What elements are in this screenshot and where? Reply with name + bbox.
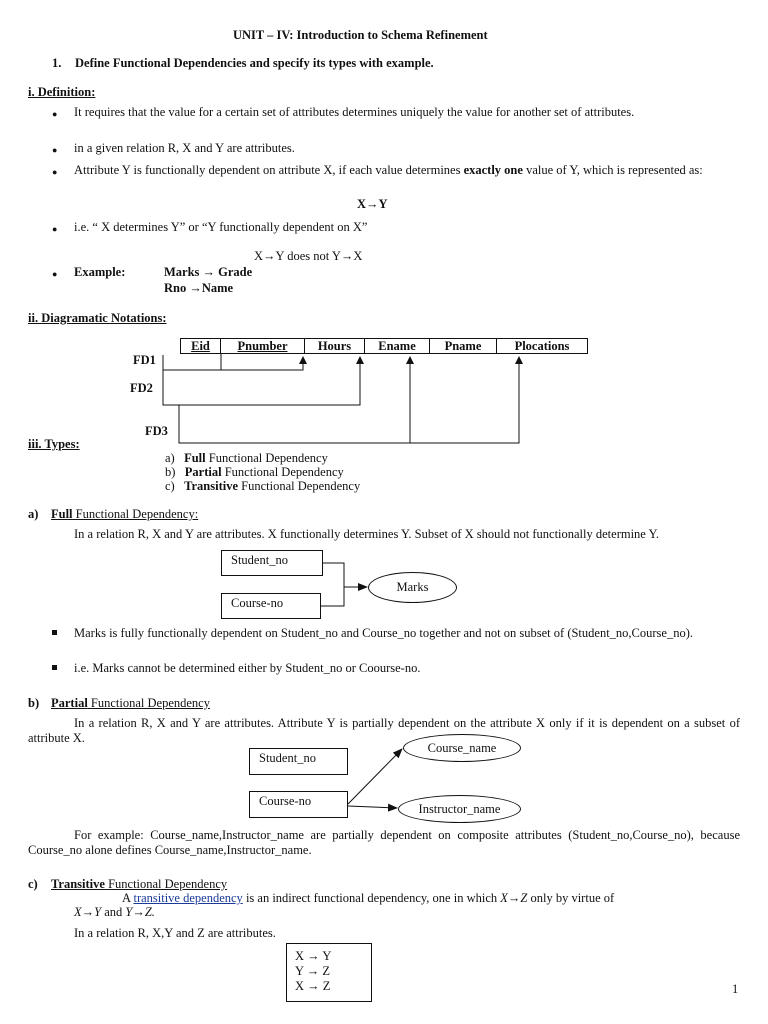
example-2: Rno →Name [164, 281, 234, 295]
definition-bullet-4: i.e. “ X determines Y” or “Y functionally dependent on X” [74, 220, 368, 234]
definition-bullet-1: It requires that the value for a certain set of attributes determines uniquely the value for another set of attributes. [74, 105, 635, 119]
transitive-line-2: X→Y and Y→Z. [74, 905, 155, 919]
bullet-icon: ● [52, 269, 58, 279]
full-student-no-box: Student_no [221, 550, 323, 576]
fd2-label: FD2 [130, 381, 153, 395]
question-number: 1. [52, 56, 62, 70]
full-marks-ellipse: Marks [368, 572, 457, 603]
non-symmetric-note: X→Y does not Y→X [254, 249, 363, 263]
fd1-label: FD1 [133, 353, 156, 367]
partial-example: For example: Course_name,Instructor_name are partially dependent on composite attributes (Student_no,Course_no), because Course_no alone defines Course_name,Instructor_name. [28, 828, 740, 857]
definition-bullet-2: in a given relation R, X and Y are attributes. [74, 141, 295, 155]
definition-heading: i. Definition: [28, 85, 96, 99]
types-heading: iii. Types: [28, 437, 80, 451]
partial-marker: b) [28, 696, 40, 710]
page-number: 1 [732, 982, 739, 996]
partial-instructor-name-ellipse: Instructor_name [398, 795, 521, 823]
full-heading: Full Functional Dependency: [51, 507, 199, 521]
transitive-rule-2: Y → Z [295, 964, 330, 978]
partial-heading: Partial Functional Dependency [51, 696, 210, 710]
types-item-full: a) Full Functional Dependency [165, 451, 328, 465]
transitive-rule-3: X → Z [295, 979, 331, 993]
column-pnumber: Pnumber [221, 339, 305, 354]
partial-student-no-box: Student_no [249, 748, 348, 775]
example-1: Marks → Grade [164, 265, 253, 279]
definition-bullet-3: Attribute Y is functionally dependent on attribute X, if each value determines exactly one value of Y, which is represented as: [74, 163, 703, 177]
diagram-heading: ii. Diagramatic Notations: [28, 311, 167, 325]
question-text: Define Functional Dependencies and specify its types with example. [75, 56, 434, 70]
bullet-icon: ● [52, 224, 58, 234]
column-plocations: Plocations [514, 339, 570, 353]
transitive-heading: Transitive Functional Dependency [51, 877, 228, 891]
transitive-marker: c) [28, 877, 38, 891]
full-description: In a relation R, X and Y are attributes. X functionally determines Y. Subset of X should not functionally determine Y. [74, 527, 660, 541]
types-item-transitive: c) Transitive Functional Dependency [165, 479, 361, 493]
partial-description: In a relation R, X and Y are attributes. Attribute Y is partially dependent on the attribute X only if it is dependent on a subset of attribute X. [28, 716, 740, 745]
column-ename: Ename [365, 339, 430, 354]
bullet-icon: ● [52, 109, 58, 119]
column-eid: Eid [181, 339, 221, 354]
full-point-2: i.e. Marks cannot be determined either by Student_no or Coourse-no. [74, 661, 421, 675]
bullet-icon: ● [52, 145, 58, 155]
transitive-relation: In a relation R, X,Y and Z are attributes. [74, 926, 276, 940]
bullet-icon: ● [52, 167, 58, 177]
transitive-dependency-link[interactable]: transitive dependency [133, 891, 243, 905]
fd-notation: X→Y [357, 197, 388, 211]
column-hours: Hours [305, 339, 365, 354]
full-marker: a) [28, 507, 39, 521]
full-point-1: Marks is fully functionally dependent on Student_no and Course_no together and not on subset of (Student_no,Course_no). [74, 626, 694, 640]
types-item-partial: b) Partial Functional Dependency [165, 465, 344, 479]
partial-course-no-box: Course-no [249, 791, 348, 818]
partial-course-name-ellipse: Course_name [403, 734, 521, 762]
transitive-line-1: A transitive dependency is an indirect functional dependency, one in which X→Z only by virtue of [122, 891, 615, 905]
full-course-no-box: Course-no [221, 593, 321, 619]
fd3-label: FD3 [145, 424, 168, 438]
unit-title: UNIT – IV: Introduction to Schema Refinement [233, 28, 488, 42]
column-pname: Pname [430, 339, 497, 354]
example-label: Example: [74, 265, 126, 279]
transitive-rule-1: X → Y [295, 949, 332, 963]
